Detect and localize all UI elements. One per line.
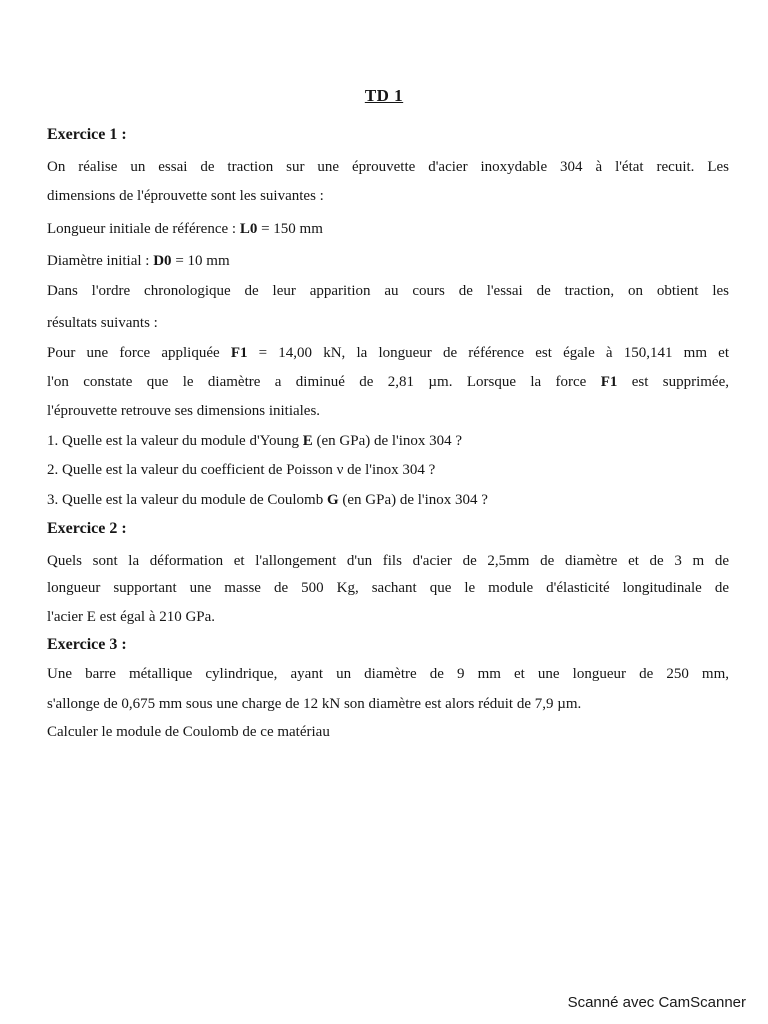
diameter-decrease-text-a: l'on constate que le diamètre a diminué de 2,81 µm. Lorsque la force <box>47 374 601 390</box>
exercise-3-line-3: Calculer le module de Coulomb de ce matériau <box>47 724 330 740</box>
question-1-text-b: (en GPa) de l'inox 304 ? <box>312 433 463 449</box>
young-modulus-symbol: E <box>302 433 313 449</box>
applied-force-line <box>47 344 729 362</box>
initial-diameter-label: Diamètre initial : <box>47 253 154 269</box>
exercise-2-line-1: Quels sont la déformation et l'allongement d'un fils d'acier de 2,5mm de diamètre et de 3 m de <box>47 553 729 569</box>
document-title: TD 1 <box>364 86 404 105</box>
initial-dimensions-line: l'éprouvette retrouve ses dimensions initiales. <box>47 403 321 419</box>
initial-diameter-value: = 10 mm <box>171 253 230 269</box>
initial-length-value: = 150 mm <box>257 221 323 237</box>
applied-force-text-a: Pour une force appliquée <box>47 345 231 361</box>
chronological-order-line-2: résultats suivants : <box>47 315 158 331</box>
exercise-2-line-2: longueur supportant une masse de 500 Kg, sachant que le module d'élasticité longitudinale de <box>47 580 729 596</box>
initial-diameter-symbol: D0 <box>153 253 172 269</box>
exercise-2-line-3: l'acier E est égal à 210 GPa. <box>47 609 216 625</box>
coulomb-modulus-symbol: G <box>326 492 339 508</box>
question-3-text-b: (en GPa) de l'inox 304 ? <box>338 492 488 508</box>
exercise-1-intro-line-2: dimensions de l'éprouvette sont les suivantes : <box>47 188 324 204</box>
initial-length-label: Longueur initiale de référence : <box>47 221 240 237</box>
question-2: 2. Quelle est la valeur du coefficient de Poisson ν de l'inox 304 ? <box>47 462 436 478</box>
exercise-2-heading: Exercice 2 : <box>47 520 127 537</box>
exercise-1-heading: Exercice 1 : <box>47 126 127 143</box>
exercise-1-intro-line-1: On réalise un essai de traction sur une éprouvette d'acier inoxydable 304 à l'état recuit. Les <box>47 159 729 175</box>
exercise-3-heading: Exercice 3 : <box>47 636 127 653</box>
question-3-text-a: 3. Quelle est la valeur du module de Coulomb <box>47 492 327 508</box>
diameter-decrease-text-b: est supprimée, <box>617 374 729 390</box>
initial-length-symbol: L0 <box>239 221 258 237</box>
force-removed-symbol: F1 <box>600 374 618 390</box>
initial-length-line <box>47 220 323 238</box>
initial-diameter-line <box>47 252 230 270</box>
exercise-3-line-2: s'allonge de 0,675 mm sous une charge de 12 kN son diamètre est alors réduit de 7,9 µm. <box>47 696 582 712</box>
applied-force-text-b: = 14,00 kN, la longueur de référence est égale à 150,141 mm et <box>247 345 729 361</box>
camscanner-watermark: Scanné avec CamScanner <box>567 994 746 1011</box>
question-3 <box>47 491 488 509</box>
diameter-decrease-line <box>47 373 729 391</box>
applied-force-symbol: F1 <box>230 345 248 361</box>
chronological-order-line-1: Dans l'ordre chronologique de leur apparition au cours de l'essai de traction, on obtient les <box>47 283 729 299</box>
question-1-text-a: 1. Quelle est la valeur du module d'Young <box>47 433 303 449</box>
question-1 <box>47 432 462 450</box>
exercise-3-line-1: Une barre métallique cylindrique, ayant un diamètre de 9 mm et une longueur de 250 mm, <box>47 666 729 682</box>
